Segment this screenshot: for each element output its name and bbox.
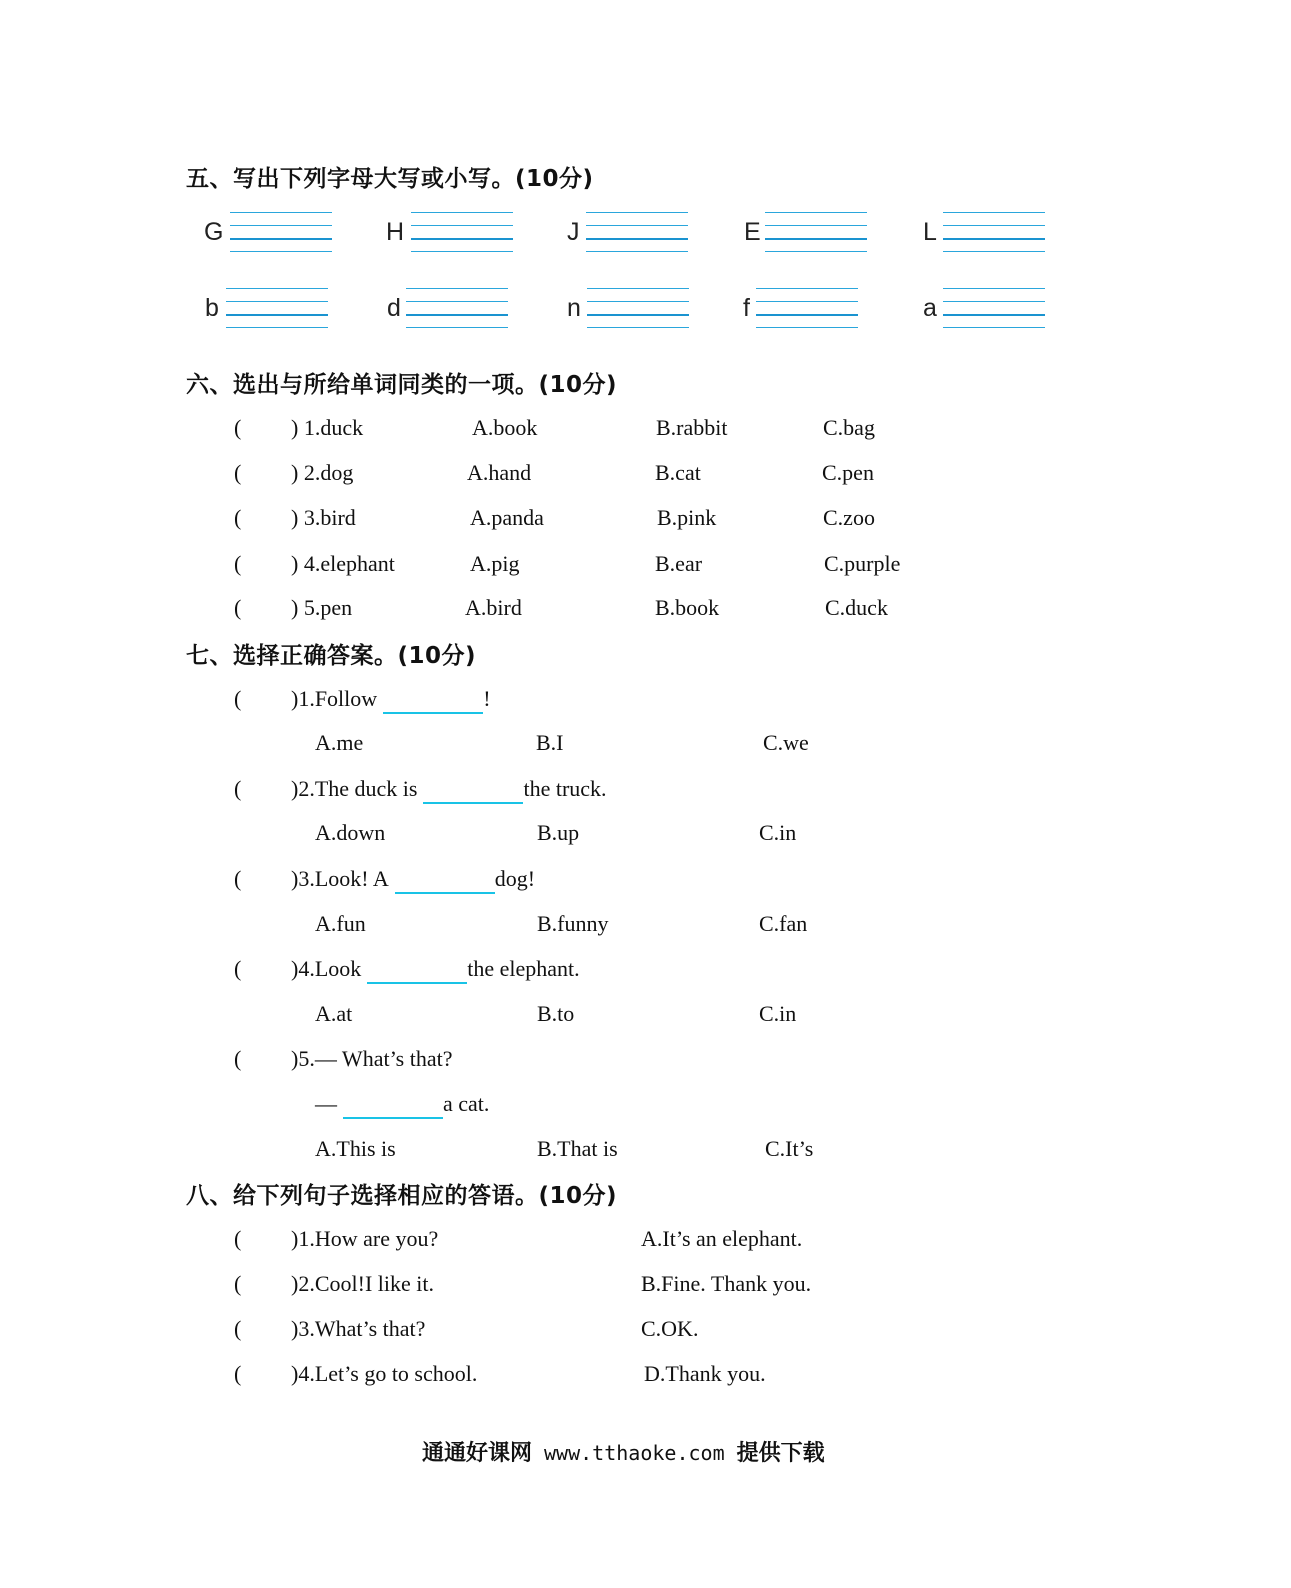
answer-paren[interactable]: (: [234, 866, 242, 891]
answer-blank[interactable]: [395, 866, 495, 894]
option-b: B.rabbit: [656, 415, 728, 440]
answer-paren[interactable]: (: [234, 776, 242, 801]
answer-paren[interactable]: (: [234, 1046, 242, 1071]
question-text: )4.Let’s go to school.: [291, 1361, 478, 1386]
answer-paren[interactable]: (: [234, 1271, 242, 1296]
letter-E: E: [744, 218, 761, 246]
option-c: C.bag: [823, 415, 875, 440]
dialogue-dash: —: [315, 1091, 337, 1116]
option-c: C.fan: [759, 911, 808, 936]
question-text: ) 2.dog: [291, 460, 354, 485]
answer-paren[interactable]: (: [234, 460, 242, 485]
answer-blank[interactable]: [343, 1091, 443, 1119]
footer-url[interactable]: www.tthaoke.com: [544, 1441, 725, 1465]
option-b: B.up: [537, 820, 580, 845]
option-c: C.we: [763, 730, 809, 755]
answer-option: B.Fine. Thank you.: [641, 1271, 812, 1296]
letter-d: d: [387, 294, 401, 322]
footer-download-text: 提供下载: [736, 1441, 825, 1466]
question-text: ) 4.elephant: [291, 551, 395, 576]
option-a: A.at: [315, 1001, 353, 1026]
question-text: [291, 686, 491, 714]
option-a: A.me: [315, 730, 364, 755]
question-suffix: the elephant.: [467, 956, 580, 981]
option-a: A.hand: [467, 460, 532, 485]
answer-paren[interactable]: (: [234, 1226, 242, 1251]
option-a: A.This is: [315, 1136, 396, 1161]
question-text: )3.What’s that?: [291, 1316, 426, 1341]
question-prefix: )4.Look: [291, 956, 362, 981]
option-c: C.pen: [822, 460, 874, 485]
section8-heading: 八、给下列句子选择相应的答语。(10分): [186, 1183, 618, 1209]
option-b: B.book: [655, 595, 720, 620]
dialogue-line: [315, 1091, 489, 1119]
option-b: B.That is: [537, 1136, 618, 1161]
letter-G: G: [204, 218, 224, 246]
option-c: C.in: [759, 1001, 797, 1026]
question-text: )1.How are you?: [291, 1226, 439, 1251]
option-c: C.It’s: [765, 1136, 814, 1161]
question-text: [291, 776, 607, 804]
section6-heading: 六、选出与所给单词同类的一项。(10分): [186, 372, 618, 398]
question-text: )5.— What’s that?: [291, 1046, 453, 1071]
option-b: B.to: [537, 1001, 575, 1026]
answer-paren[interactable]: (: [234, 415, 242, 440]
writing-lines[interactable]: [411, 212, 513, 252]
answer-paren[interactable]: (: [234, 595, 242, 620]
option-b: B.cat: [655, 460, 701, 485]
writing-lines[interactable]: [587, 288, 689, 328]
answer-option: A.It’s an elephant.: [641, 1226, 803, 1251]
footer: [422, 1436, 825, 1467]
writing-lines[interactable]: [943, 212, 1045, 252]
question-text: ) 3.bird: [291, 505, 356, 530]
writing-lines[interactable]: [230, 212, 332, 252]
answer-paren[interactable]: (: [234, 551, 242, 576]
question-suffix: the truck.: [523, 776, 607, 801]
answer-paren[interactable]: (: [234, 956, 242, 981]
section7-heading: 七、选择正确答案。(10分): [186, 643, 477, 669]
option-c: C.purple: [824, 551, 901, 576]
question-suffix: !: [483, 686, 491, 711]
answer-paren[interactable]: (: [234, 686, 242, 711]
letter-a: a: [923, 294, 937, 322]
answer-paren[interactable]: (: [234, 1361, 242, 1386]
answer-option: C.OK.: [641, 1316, 699, 1341]
option-a: A.pig: [470, 551, 520, 576]
option-a: A.bird: [465, 595, 522, 620]
option-c: C.zoo: [823, 505, 875, 530]
question-text: ) 1.duck: [291, 415, 364, 440]
question-text: ) 5.pen: [291, 595, 353, 620]
option-b: B.funny: [537, 911, 609, 936]
letter-b: b: [205, 294, 219, 322]
option-a: A.book: [472, 415, 538, 440]
writing-lines[interactable]: [586, 212, 688, 252]
question-text: [291, 866, 535, 894]
letter-L: L: [923, 218, 937, 246]
option-a: A.down: [315, 820, 386, 845]
letter-n: n: [567, 294, 581, 322]
writing-lines[interactable]: [406, 288, 508, 328]
letter-f: f: [743, 294, 750, 322]
option-b: B.pink: [657, 505, 717, 530]
question-suffix: dog!: [494, 866, 536, 891]
writing-lines[interactable]: [226, 288, 328, 328]
question-prefix: )3.Look! A: [291, 866, 389, 891]
writing-lines[interactable]: [943, 288, 1045, 328]
letter-H: H: [386, 218, 405, 246]
question-prefix: )2.The duck is: [291, 776, 418, 801]
option-c: C.in: [759, 820, 797, 845]
question-prefix: )1.Follow: [291, 686, 378, 711]
option-a: A.fun: [315, 911, 366, 936]
answer-paren[interactable]: (: [234, 1316, 242, 1341]
option-a: A.panda: [470, 505, 544, 530]
writing-lines[interactable]: [756, 288, 858, 328]
option-b: B.I: [536, 730, 564, 755]
letter-J: J: [567, 218, 580, 246]
answer-option: D.Thank you.: [644, 1361, 766, 1386]
question-text: [291, 956, 580, 984]
option-b: B.ear: [655, 551, 703, 576]
answer-paren[interactable]: (: [234, 505, 242, 530]
writing-lines[interactable]: [765, 212, 867, 252]
question-suffix: a cat.: [443, 1091, 490, 1116]
answer-blank[interactable]: [423, 776, 523, 804]
question-text: )2.Cool!I like it.: [291, 1271, 434, 1296]
section5-heading: 五、写出下列字母大写或小写。(10分): [186, 166, 594, 192]
answer-blank[interactable]: [383, 686, 483, 714]
footer-site-name: 通通好课网: [422, 1441, 533, 1466]
option-c: C.duck: [825, 595, 888, 620]
answer-blank[interactable]: [367, 956, 467, 984]
